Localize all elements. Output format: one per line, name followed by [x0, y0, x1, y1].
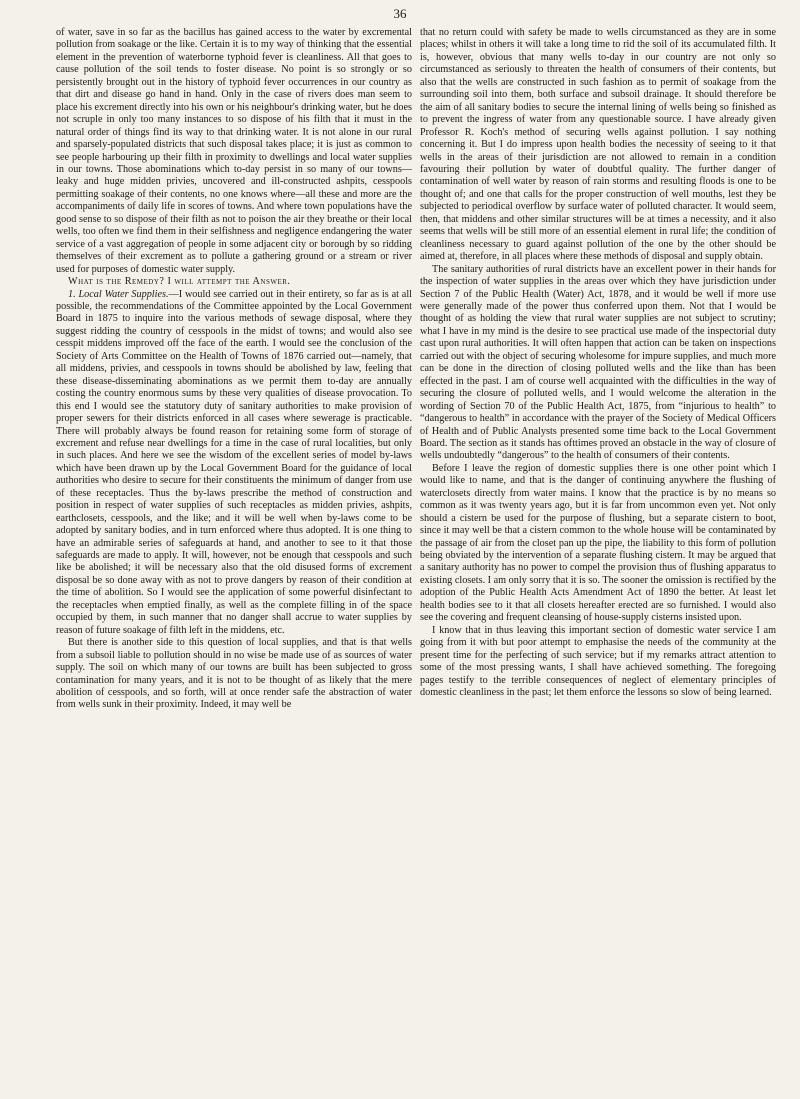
paragraph: Before I leave the region of domestic supplies there is one other point which I would like to name, and that is the danger of continuing anywhere the flushing of waterclosets directly from water mains. I know that the practice is by no means so common as it was twenty years ago, but it is far from uncommon even yet. Not only should a cistern be used for the purpose of flushing, but a separate cistern to boot, since it may well be that a cistern common to the whole house will be contaminated by the passage of air from the closet pan up the pipe, the liability to this form of pollution being obviated by the intervention of a separate flushing cistern. It may be argued that a sanitary authority has no power to compel the provision thus of flushing apparatus to existing closets. I am only sorry that it is so. The sooner the omission is rectified by the adoption of the Public Health Acts Amendment Act of 1890 the better. At least let health bodies see to it that all closets hereafter erected are so furnished. I would also see the covering and frequent cleansing of house-supply cisterns insisted upon.: [420, 462, 776, 624]
left-column: [56, 27, 412, 712]
paragraph: that no return could with safety be made to wells circumstanced as they are in some places; whilst in others it will take a long time to rid the soil of its accumulated filth. It is, however, obvious that many wells to-day in our country are not only so circumstanced as seriously to threaten the health of consumers of their contents, but also that the wells are constructed in such fashion as to permit of soakage from the surrounding soil into them, both surface and subsoil drainage. It should therefore be the aim of all sanitary bodies to secure the internal lining of wells being so finished as to prevent the ingress of water from any questionable source. I have already given Professor R. Koch's method of securing wells against pollution. I say nothing concerning it. But I do impress upon health bodies the necessity of seeing to it that wells in the areas of their jurisdiction are not allowed to remain in a condition favouring their pollution by water of doubtful quality. The further danger of contamination of well water by reason of rain storms and resulting floods is one to be thought of; and one that calls for the proper construction of well mouths, lest they be subjected to periodical overflow by surface water of polluted character. It would seem, then, that middens and other similar structures will be at times a necessity, and it also seems that wells will be still more of an essential element in rural life; the condition of cleanliness necessary to guard against pollution of the one by the other should be aimed at, therefore, in all places where these methods of disposal and supply obtain.: [420, 27, 776, 263]
subsection-label: 1. Local Water Supplies.: [68, 288, 169, 300]
paragraph: of water, save in so far as the bacillus has gained access to the water by excremental pollution from soakage or the like. Certain it is to my way of thinking that the essential element in the prevention of waterborne typhoid fever is cleanliness. All that goes to cause pollution of the soil tends to foster disease. No point is so strongly or so persistently brought out in the history of typhoid fever occurrences in our country as that dirt and disease go hand in hand. Only in the case of rivers does man seem to place his excrement directly into his own or his neighbour's drinking water, but he does not scruple in only too many instances to so dispose of his filth that it must in the natural order of things find its way to that drinking water. It is not alone in our rural and sparsely-populated districts that such disposal takes place; it is just as common to see people harbouring up their filth in proximity to dwellings and local water supplies in our towns. Those abominations which to-day persist in so many of our towns—leaky and huge midden privies, uncovered and ill-constructed ashpits, cesspools permitting soakage of their contents, no one knows where—all these and more are the accompaniments of daily life in scores of towns. And where town populations have the good sense to so dispose of their filth as not to poison the air they breathe or their local wells, too often we find them in their selfishness and negligence endangering the water service of a vast aggregation of people in some adjacent city or borough by so ridding themselves of their excrement as to pollute a gathering ground or a stream or river used for purposes of domestic water supply.: [56, 27, 412, 275]
paragraph: I know that in thus leaving this important section of domestic water service I am going from it with but poor attempt to emphasise the needs of the community at the present time for the perfecting of such service; but if my remarks attract attention to some of the most pressing wants, I shall have achieved something. The foregoing pages testify to the terrible consequences of neglect of elementary principles of domestic cleanliness in the past; let them enforce the lessons so slow of being learned.: [420, 624, 776, 699]
section-heading: What is the Remedy? I will attempt the Answer.: [68, 276, 291, 288]
paragraph: The sanitary authorities of rural districts have an excellent power in their hands for the inspection of water supplies in the areas over which they have jurisdiction under Section 7 of the Public Health (Water) Act, 1878, and it would be well if more use were generally made of the power thus conferred upon them. Not that I would be thought of as holding the view that rural water supplies are not subject to scrutiny; what I have in my mind is the desire to see practical use made of the inspectorial duty cast upon rural authorities. It will often happen that action can be taken on inspections carried out with the object of securing wholesome for impure supplies, and much more can be done in the direction of closing polluted wells and the like than has been effected in the past. I am of course well acquainted with the difficulties in the way of securing the closure of polluted wells, and I would welcome the alteration in the wording of Section 70 of the Public Health Act, 1875, from “injurious to health” to “dangerous to health” in accordance with the prayer of the Society of Medical Officers of Health and of Public Analysts presented some time back to the Local Government Board. The section as it stands has ofttimes proved an obstacle in the way of closure of wells undoubtedly “dangerous” to the health of consumers of their contents.: [420, 263, 776, 462]
page-number: 36: [393, 6, 407, 21]
right-column: [420, 27, 776, 699]
paragraph: [56, 289, 412, 638]
paragraph: But there is another side to this question of local supplies, and that is that wells from a subsoil liable to pollution should in no wise be made use of as sources of water supply. The soil on which many of our towns are built has been subjected to gross contamination for many years, and it is not to be thought of as likely that the mere abolition of cesspools, and so forth, will at once render safe the abstraction of water from wells sunk in their proximity. Indeed, it may well be: [56, 637, 412, 711]
paragraph-text: —I would see carried out in their entirety, so far as is at all possible, the recommendations of the Committee appointed by the Local Government Board in 1875 to inquire into the various methods of sewage disposal, where they suggest ridding the country of cesspools in the midst of towns; and would also see cesspit middens improved off the face of the earth. I would see the conclusion of the Society of Arts Committee on the Health of Towns of 1876 carried out—namely, that all middens, privies, and cesspools in towns should be abolished by law, feeling that these disease-disseminating abominations as we permit them to-day are annually costing the country enormous sums by these very qualities of disease provocation. To this end I would see the statutory duty of sanitary authorities to make provision of proper sewers for their districts enforced in all cases where sewerage is practicable. There will probably always be found reason for retaining some form of storage of excrement and refuse near dwellings for a time in the case of rural localities, but only in such places. And here we see the wisdom of the excellent series of model by-laws which have been drawn up by the Local Government Board for the guidance of local authorities who desire to secure for their constituents the minimum of danger from use of these receptacles. Thus the by-laws prescribe the method of construction and position in respect of water supplies of such receptacles as midden privies, ashpits, earthclosets, cesspools, and the like; and it will be well when by-laws come to be adopted by sanitary bodies, and in turn enforced where thus adopted. It is one thing to have an admirable series of safeguards at hand, and another to see to it that those safeguards are made to apply. It will, however, not be enough that cesspools and such like be abolished; it will be necessary also that the old disused forms of excrement disposal be so done away with as not to prove dangers by reason of their condition at the time of abolition. So I would see the application of some powerful disinfectant to the receptacles when emptied finally, as well as the complete filling in of the space occupied by them, in such manner that no danger shall accrue to water supplies by reason of future soakage of filth left in the middens, etc.: [56, 288, 412, 636]
